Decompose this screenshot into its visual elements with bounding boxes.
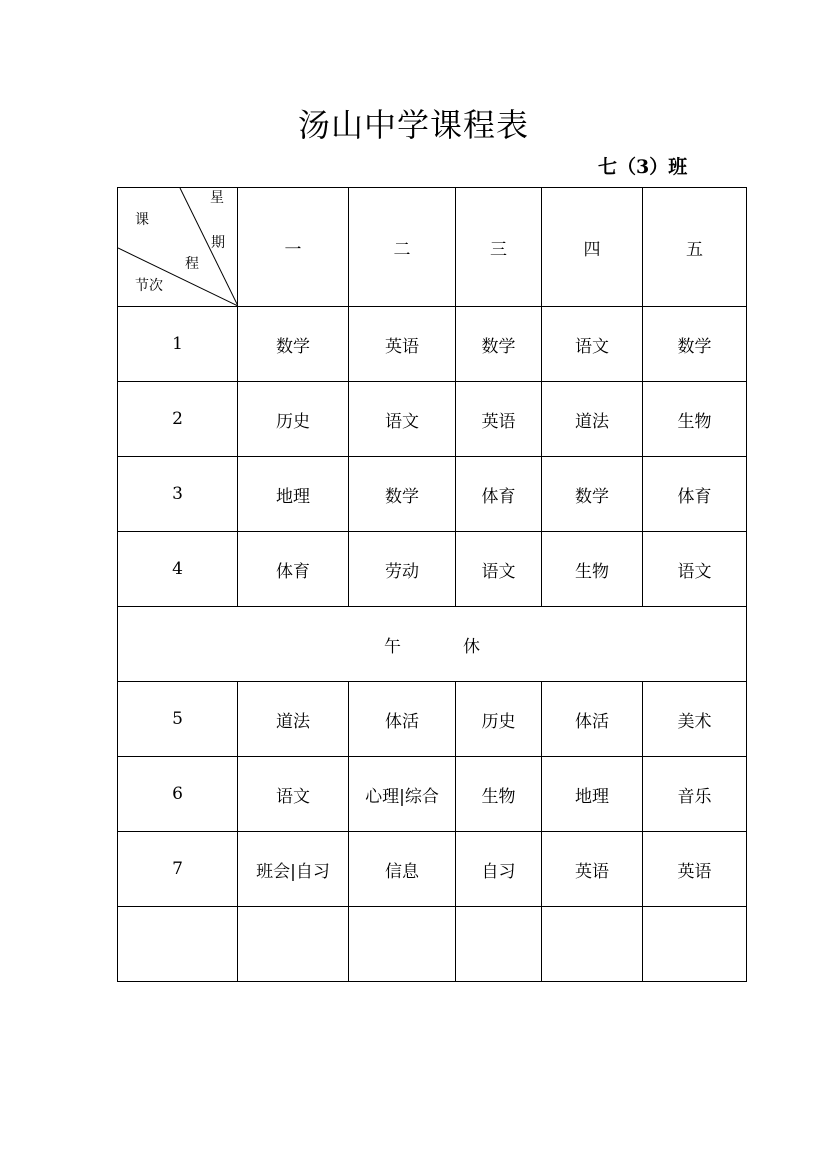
table-row: [118, 757, 747, 832]
class-label: 七（3）班: [598, 156, 688, 178]
course-cell: 生物: [456, 757, 542, 832]
course-cell: 历史: [238, 382, 349, 457]
day-header: 一: [238, 188, 349, 307]
course-cell: 心理|综合: [349, 757, 456, 832]
course-cell: 语文: [542, 307, 643, 382]
course-cell: 体活: [349, 682, 456, 757]
table-row: [118, 307, 747, 382]
course-cell: 体育: [456, 457, 542, 532]
course-cell: 体育: [238, 532, 349, 607]
course-cell: 英语: [456, 382, 542, 457]
course-cell: 地理: [238, 457, 349, 532]
period-number: 3: [118, 457, 238, 532]
table-row: [118, 832, 747, 907]
noon-label-xiu: 休: [463, 636, 480, 657]
period-number: 1: [118, 307, 238, 382]
day-header: 四: [542, 188, 643, 307]
period-number: 4: [118, 532, 238, 607]
corner-label-qi: 期: [211, 235, 225, 251]
course-cell: 数学: [643, 307, 747, 382]
corner-label-cheng: 程: [185, 256, 199, 272]
course-cell: 数学: [542, 457, 643, 532]
noon-label-wu: 午: [384, 636, 401, 657]
course-cell: [349, 907, 456, 982]
course-cell: 体育: [643, 457, 747, 532]
course-cell: [456, 907, 542, 982]
period-number: 6: [118, 757, 238, 832]
course-cell: 班会|自习: [238, 832, 349, 907]
header-row: [118, 188, 747, 307]
course-cell: 美术: [643, 682, 747, 757]
course-cell: [643, 907, 747, 982]
corner-label-jieci: 节次: [135, 278, 163, 294]
course-cell: 道法: [542, 382, 643, 457]
course-cell: [542, 907, 643, 982]
course-cell: 英语: [349, 307, 456, 382]
corner-cell: [118, 188, 238, 307]
course-cell: 语文: [349, 382, 456, 457]
table-row: [118, 907, 747, 982]
day-header: 二: [349, 188, 456, 307]
page-title: 汤山中学课程表: [297, 106, 529, 144]
course-cell: 历史: [456, 682, 542, 757]
course-cell: 数学: [238, 307, 349, 382]
period-number: [118, 907, 238, 982]
course-cell: 语文: [456, 532, 542, 607]
period-number: 5: [118, 682, 238, 757]
course-cell: 信息: [349, 832, 456, 907]
schedule-table: [117, 187, 747, 982]
course-cell: 音乐: [643, 757, 747, 832]
day-header: 五: [643, 188, 747, 307]
corner-label-ke: 课: [135, 212, 149, 228]
course-cell: 道法: [238, 682, 349, 757]
course-cell: 语文: [643, 532, 747, 607]
course-cell: 体活: [542, 682, 643, 757]
course-cell: 语文: [238, 757, 349, 832]
course-cell: 生物: [542, 532, 643, 607]
noon-break-row: [118, 607, 747, 682]
course-cell: [238, 907, 349, 982]
day-header: 三: [456, 188, 542, 307]
course-cell: 自习: [456, 832, 542, 907]
table-row: [118, 457, 747, 532]
corner-label-xing: 星: [210, 190, 224, 206]
course-cell: 英语: [542, 832, 643, 907]
table-row: [118, 382, 747, 457]
course-cell: 数学: [349, 457, 456, 532]
period-number: 7: [118, 832, 238, 907]
table-row: [118, 682, 747, 757]
table-row: [118, 532, 747, 607]
course-cell: 生物: [643, 382, 747, 457]
period-number: 2: [118, 382, 238, 457]
course-cell: 地理: [542, 757, 643, 832]
course-cell: 劳动: [349, 532, 456, 607]
course-cell: 数学: [456, 307, 542, 382]
course-cell: 英语: [643, 832, 747, 907]
noon-break-cell: [118, 607, 747, 682]
